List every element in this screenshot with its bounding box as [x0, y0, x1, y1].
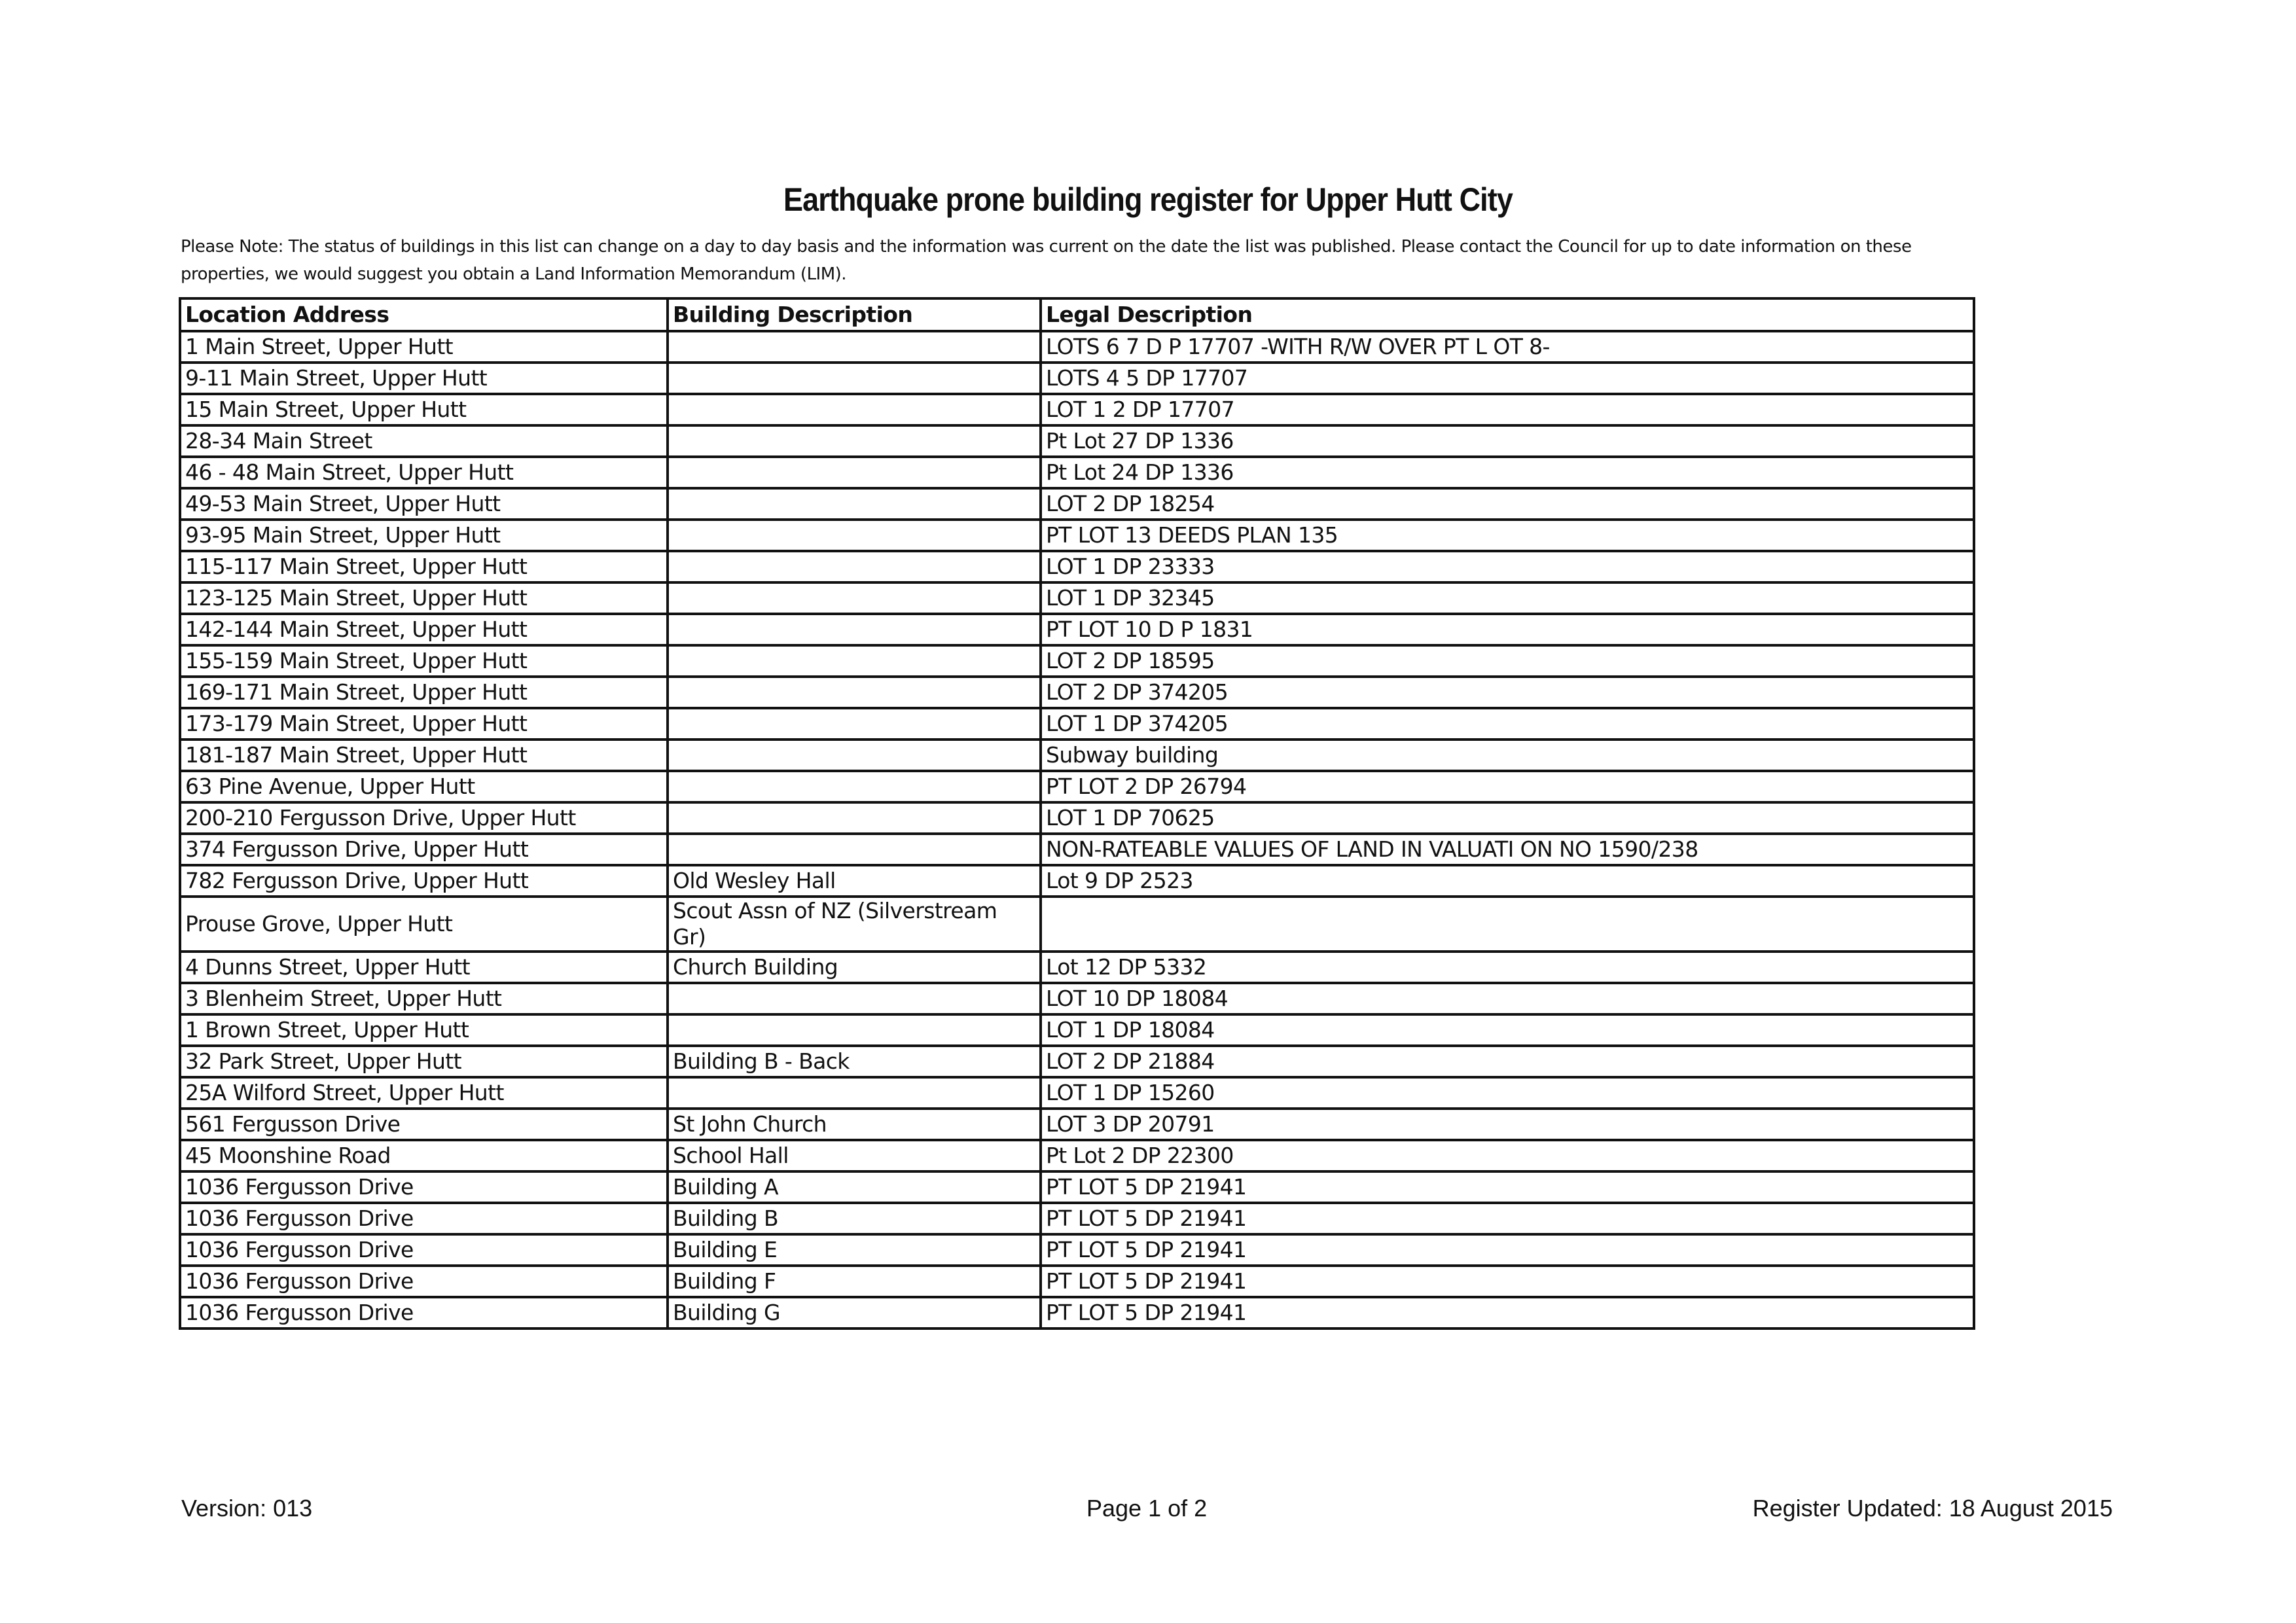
table-row [180, 771, 1974, 802]
cell-location-address: 1036 Fergusson Drive [180, 1203, 668, 1234]
cell-location-address: 1036 Fergusson Drive [180, 1297, 668, 1329]
page-number: Page 1 of 2 [1086, 1495, 1208, 1522]
cell-building-description [668, 614, 1041, 645]
cell-location-address: 9-11 Main Street, Upper Hutt [180, 363, 668, 394]
table-header-row [180, 298, 1974, 331]
header-legal-description: Legal Description [1041, 298, 1974, 331]
cell-legal-description: PT LOT 5 DP 21941 [1041, 1171, 1974, 1203]
table-body [180, 331, 1974, 1329]
cell-building-description: Building G [668, 1297, 1041, 1329]
cell-legal-description: LOT 3 DP 20791 [1041, 1109, 1974, 1140]
cell-building-description: Building F [668, 1266, 1041, 1297]
cell-building-description: Building E [668, 1234, 1041, 1266]
cell-building-description [668, 488, 1041, 520]
cell-building-description [668, 363, 1041, 394]
table-row [180, 1046, 1974, 1077]
cell-legal-description [1041, 897, 1974, 952]
header-building-description: Building Description [668, 298, 1041, 331]
cell-legal-description: LOT 10 DP 18084 [1041, 983, 1974, 1014]
cell-building-description [668, 551, 1041, 582]
table-row [180, 897, 1974, 952]
register-table [179, 297, 1975, 1330]
cell-building-description: St John Church [668, 1109, 1041, 1140]
cell-building-description [668, 457, 1041, 488]
cell-legal-description: PT LOT 13 DEEDS PLAN 135 [1041, 520, 1974, 551]
table-row [180, 520, 1974, 551]
table-row [180, 645, 1974, 677]
cell-location-address: Prouse Grove, Upper Hutt [180, 897, 668, 952]
cell-location-address: 63 Pine Avenue, Upper Hutt [180, 771, 668, 802]
cell-legal-description: NON-RATEABLE VALUES OF LAND IN VALUATI ON NO 1590/238 [1041, 834, 1974, 865]
cell-legal-description: LOT 2 DP 374205 [1041, 677, 1974, 708]
cell-legal-description: Lot 12 DP 5332 [1041, 952, 1974, 983]
header-location-address: Location Address [180, 298, 668, 331]
cell-location-address: 374 Fergusson Drive, Upper Hutt [180, 834, 668, 865]
cell-location-address: 1036 Fergusson Drive [180, 1171, 668, 1203]
table-row [180, 740, 1974, 771]
table-row [180, 708, 1974, 740]
cell-location-address: 93-95 Main Street, Upper Hutt [180, 520, 668, 551]
cell-building-description: Building A [668, 1171, 1041, 1203]
cell-building-description: Church Building [668, 952, 1041, 983]
table-row [180, 582, 1974, 614]
table-row [180, 331, 1974, 363]
cell-legal-description: PT LOT 5 DP 21941 [1041, 1266, 1974, 1297]
cell-legal-description: LOT 2 DP 21884 [1041, 1046, 1974, 1077]
cell-building-description [668, 520, 1041, 551]
cell-building-description [668, 425, 1041, 457]
cell-building-description: Old Wesley Hall [668, 865, 1041, 897]
cell-location-address: 561 Fergusson Drive [180, 1109, 668, 1140]
cell-location-address: 115-117 Main Street, Upper Hutt [180, 551, 668, 582]
cell-building-description [668, 394, 1041, 425]
cell-location-address: 1036 Fergusson Drive [180, 1266, 668, 1297]
cell-location-address: 3 Blenheim Street, Upper Hutt [180, 983, 668, 1014]
cell-location-address: 782 Fergusson Drive, Upper Hutt [180, 865, 668, 897]
cell-location-address: 123-125 Main Street, Upper Hutt [180, 582, 668, 614]
cell-building-description: Scout Assn of NZ (Silverstream Gr) [668, 897, 1041, 952]
cell-building-description [668, 834, 1041, 865]
table-row [180, 802, 1974, 834]
cell-building-description: School Hall [668, 1140, 1041, 1171]
cell-location-address: 173-179 Main Street, Upper Hutt [180, 708, 668, 740]
table-row [180, 457, 1974, 488]
cell-legal-description: Pt Lot 24 DP 1336 [1041, 457, 1974, 488]
version-label: Version: 013 [181, 1495, 313, 1522]
cell-building-description [668, 983, 1041, 1014]
cell-location-address: 155-159 Main Street, Upper Hutt [180, 645, 668, 677]
table-row [180, 1140, 1974, 1171]
cell-building-description [668, 1014, 1041, 1046]
cell-location-address: 28-34 Main Street [180, 425, 668, 457]
cell-legal-description: PT LOT 5 DP 21941 [1041, 1297, 1974, 1329]
cell-building-description [668, 708, 1041, 740]
table-row [180, 363, 1974, 394]
cell-legal-description: Pt Lot 2 DP 22300 [1041, 1140, 1974, 1171]
table-row [180, 1014, 1974, 1046]
cell-building-description [668, 677, 1041, 708]
cell-building-description [668, 771, 1041, 802]
cell-location-address: 15 Main Street, Upper Hutt [180, 394, 668, 425]
cell-legal-description: Pt Lot 27 DP 1336 [1041, 425, 1974, 457]
table-row [180, 677, 1974, 708]
table-row [180, 1077, 1974, 1109]
cell-location-address: 200-210 Fergusson Drive, Upper Hutt [180, 802, 668, 834]
cell-legal-description: PT LOT 5 DP 21941 [1041, 1203, 1974, 1234]
table-row [180, 1234, 1974, 1266]
cell-location-address: 4 Dunns Street, Upper Hutt [180, 952, 668, 983]
table-row [180, 614, 1974, 645]
table-row [180, 865, 1974, 897]
cell-location-address: 181-187 Main Street, Upper Hutt [180, 740, 668, 771]
cell-legal-description: LOT 1 DP 18084 [1041, 1014, 1974, 1046]
cell-location-address: 46 - 48 Main Street, Upper Hutt [180, 457, 668, 488]
note-text: Please Note: The status of buildings in this list can change on a day to day basis and the information was current on the date the list was published. Please contact the Council for up to date information on these properties, we would suggest you obtain a Land Information Memorandum (LIM). [181, 237, 1912, 284]
cell-legal-description: LOT 1 DP 15260 [1041, 1077, 1974, 1109]
cell-legal-description: PT LOT 2 DP 26794 [1041, 771, 1974, 802]
cell-building-description [668, 740, 1041, 771]
cell-legal-description: Subway building [1041, 740, 1974, 771]
table-row [180, 1297, 1974, 1329]
table-row [180, 1203, 1974, 1234]
cell-legal-description: LOTS 6 7 D P 17707 -WITH R/W OVER PT L OT 8- [1041, 331, 1974, 363]
cell-legal-description: Lot 9 DP 2523 [1041, 865, 1974, 897]
cell-legal-description: PT LOT 5 DP 21941 [1041, 1234, 1974, 1266]
table-row [180, 488, 1974, 520]
cell-legal-description: LOT 1 DP 32345 [1041, 582, 1974, 614]
table-row [180, 952, 1974, 983]
cell-location-address: 45 Moonshine Road [180, 1140, 668, 1171]
cell-location-address: 1 Brown Street, Upper Hutt [180, 1014, 668, 1046]
table-row [180, 425, 1974, 457]
cell-location-address: 1 Main Street, Upper Hutt [180, 331, 668, 363]
cell-legal-description: LOT 1 DP 374205 [1041, 708, 1974, 740]
cell-location-address: 32 Park Street, Upper Hutt [180, 1046, 668, 1077]
cell-building-description [668, 331, 1041, 363]
cell-location-address: 49-53 Main Street, Upper Hutt [180, 488, 668, 520]
register-updated: Register Updated: 18 August 2015 [1752, 1495, 2113, 1522]
cell-legal-description: LOT 2 DP 18595 [1041, 645, 1974, 677]
cell-building-description: Building B [668, 1203, 1041, 1234]
cell-legal-description: LOT 1 DP 70625 [1041, 802, 1974, 834]
cell-building-description [668, 802, 1041, 834]
cell-location-address: 169-171 Main Street, Upper Hutt [180, 677, 668, 708]
cell-building-description: Building B - Back [668, 1046, 1041, 1077]
table-row [180, 394, 1974, 425]
cell-legal-description: LOT 1 DP 23333 [1041, 551, 1974, 582]
table-row [180, 983, 1974, 1014]
cell-location-address: 142-144 Main Street, Upper Hutt [180, 614, 668, 645]
page-title: Earthquake prone building register for Upper Hutt City [783, 181, 1513, 218]
cell-building-description [668, 582, 1041, 614]
table-row [180, 1171, 1974, 1203]
table-row [180, 1266, 1974, 1297]
cell-location-address: 25A Wilford Street, Upper Hutt [180, 1077, 668, 1109]
cell-building-description [668, 645, 1041, 677]
cell-legal-description: LOTS 4 5 DP 17707 [1041, 363, 1974, 394]
table-row [180, 551, 1974, 582]
cell-location-address: 1036 Fergusson Drive [180, 1234, 668, 1266]
cell-legal-description: PT LOT 10 D P 1831 [1041, 614, 1974, 645]
cell-building-description [668, 1077, 1041, 1109]
table-row [180, 1109, 1974, 1140]
cell-legal-description: LOT 1 2 DP 17707 [1041, 394, 1974, 425]
table-row [180, 834, 1974, 865]
cell-legal-description: LOT 2 DP 18254 [1041, 488, 1974, 520]
